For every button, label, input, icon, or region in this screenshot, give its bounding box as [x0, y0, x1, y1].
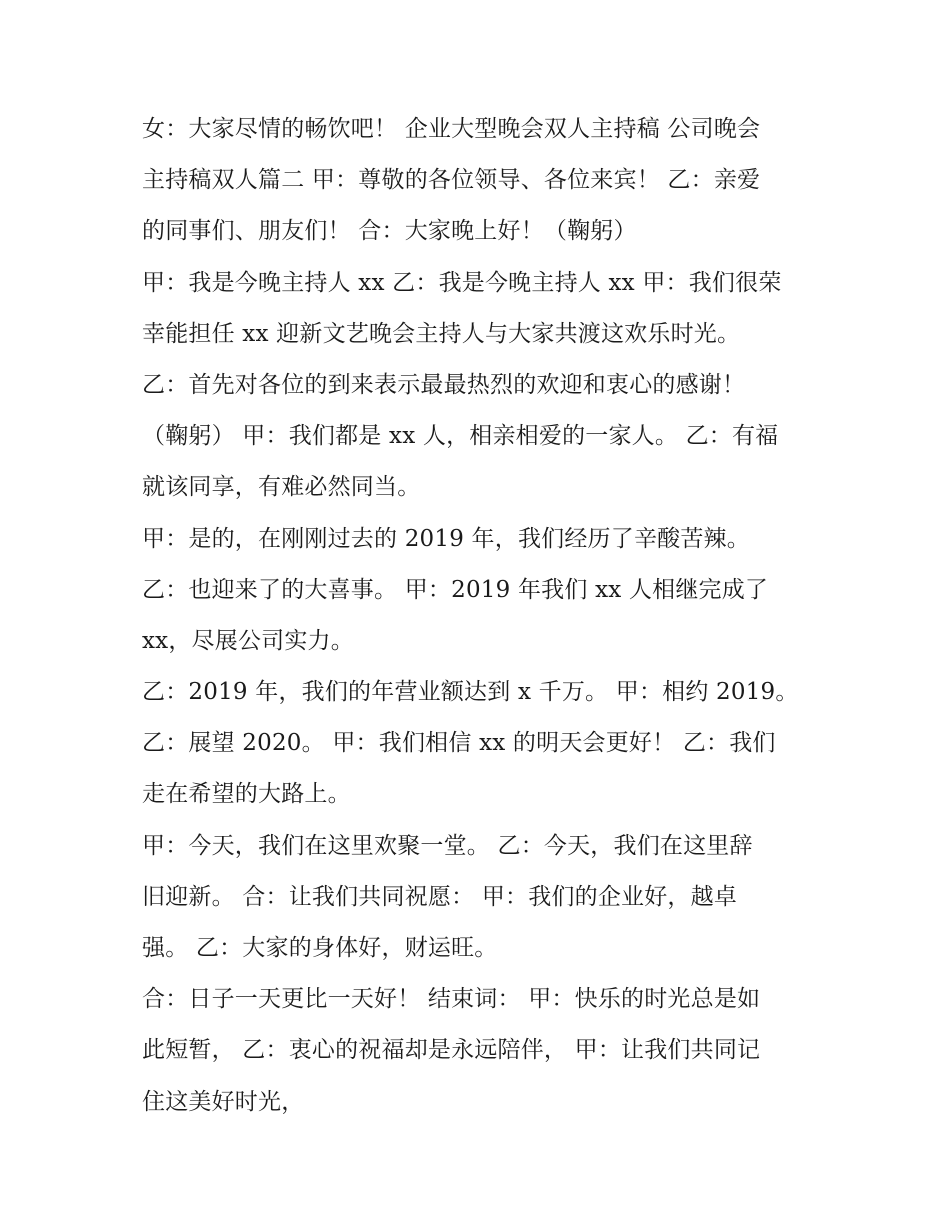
text-line: 乙：2019 年，我们的年营业额达到 x 千万。 甲：相约 2019。 — [142, 679, 799, 706]
text-line: 主持稿双人篇二 甲：尊敬的各位领导、各位来宾！ 乙：亲爱 — [142, 167, 761, 194]
text-line: 幸能担任 xx 迎新文艺晚会主持人与大家共渡这欢乐时光。 — [142, 320, 741, 347]
text-line: 此短暂， 乙：衷心的祝福却是永远陪伴， 甲：让我们共同记 — [142, 1037, 761, 1064]
text-line: 甲：今天，我们在这里欢聚一堂。 乙：今天，我们在这里辞 — [142, 832, 753, 859]
text-line: 乙：展望 2020。 甲：我们相信 xx 的明天会更好！ 乙：我们 — [142, 730, 776, 757]
text-line: 甲：我是今晚主持人 xx 乙：我是今晚主持人 xx 甲：我们很荣 — [142, 269, 782, 296]
text-line: 就该同享，有难必然同当。 — [142, 474, 421, 501]
text-line: 强。 乙：大家的身体好，财运旺。 — [142, 935, 498, 961]
text-line: 住这美好时光， — [142, 1088, 305, 1115]
text-line: 乙：也迎来了的大喜事。 甲：2019 年我们 xx 人相继完成了 — [142, 576, 769, 603]
text-line: 乙：首先对各位的到来表示最最热烈的欢迎和衷心的感谢！ — [142, 371, 746, 398]
text-line: （鞠躬） 甲：我们都是 xx 人，相亲相爱的一家人。 乙：有福 — [142, 423, 779, 450]
text-line: xx，尽展公司实力。 — [142, 627, 354, 654]
text-line: 合：日子一天更比一天好！ 结束词： 甲：快乐的时光总是如 — [142, 986, 761, 1013]
text-line: 的同事们、朋友们！ 合：大家晚上好！（鞠躬） — [142, 218, 637, 245]
text-line: 旧迎新。 合：让我们共同祝愿： 甲：我们的企业好，越卓 — [142, 883, 738, 910]
text-line: 走在希望的大路上。 — [142, 781, 351, 808]
text-line: 女：大家尽情的畅饮吧！ 企业大型晚会双人主持稿 公司晚会 — [142, 116, 761, 142]
document-body — [142, 104, 822, 1128]
text-line: 甲：是的，在刚刚过去的 2019 年，我们经历了辛酸苦辣。 — [142, 525, 750, 552]
